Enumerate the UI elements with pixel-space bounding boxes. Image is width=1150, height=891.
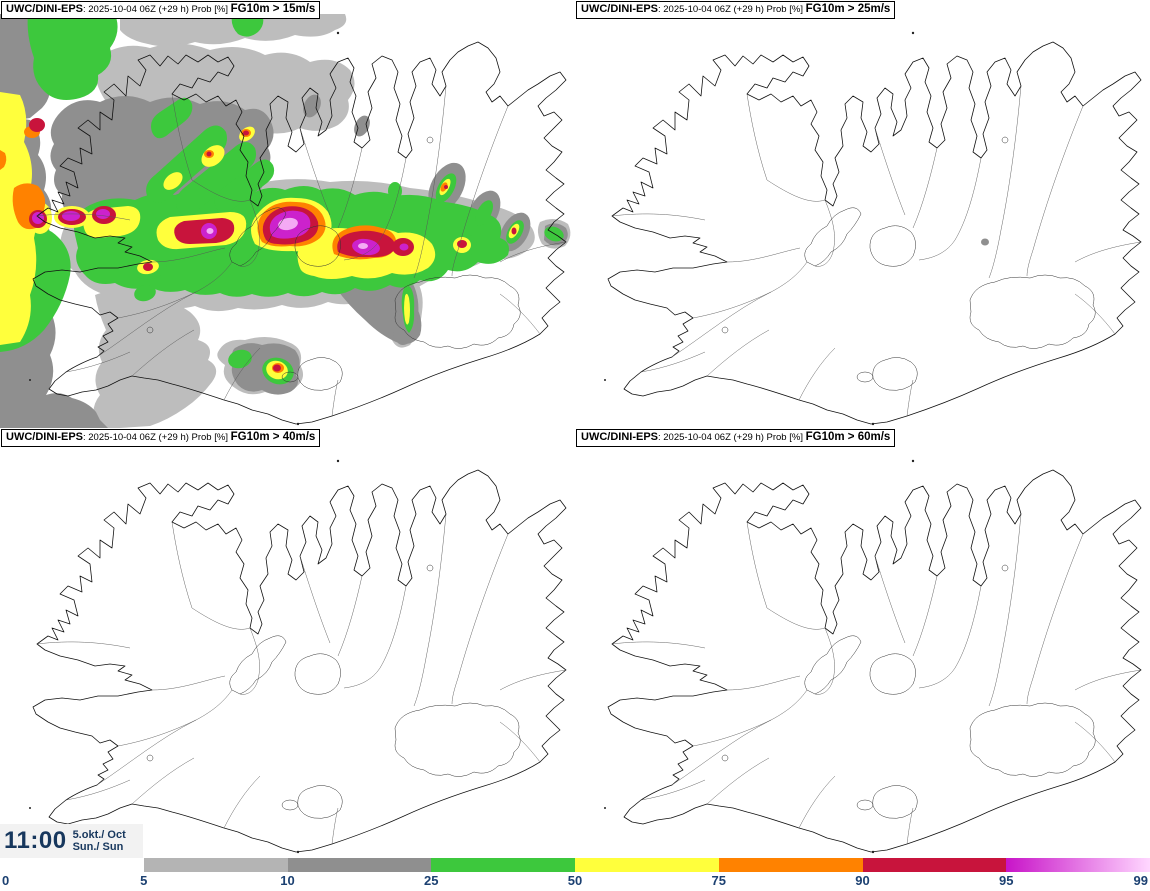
- legend-segment-10-25: [288, 858, 432, 872]
- legend-segment-90-95: [863, 858, 1007, 872]
- run-info: : 2025-10-04 06Z (+29 h) Prob [%]: [83, 4, 231, 15]
- legend-ticks: [0, 872, 1150, 889]
- threshold-label: FG10m > 40m/s: [230, 431, 316, 443]
- legend-tick-label: 5: [140, 873, 148, 888]
- legend-segment-95-99: [1006, 858, 1150, 872]
- panel-title-60ms: [576, 429, 895, 447]
- threshold-label: FG10m > 15m/s: [230, 3, 316, 15]
- panel-fg10m-40ms: [0, 428, 575, 856]
- valid-date-line2: Sun./ Sun: [72, 841, 124, 853]
- run-info: : 2025-10-04 06Z (+29 h) Prob [%]: [658, 4, 806, 15]
- panel-title-40ms: [1, 429, 320, 447]
- legend-tick-label: 10: [280, 873, 295, 888]
- panel-fg10m-15ms: [0, 0, 575, 428]
- legend-segment-50-75: [575, 858, 719, 872]
- model-name: UWC/DINI-EPS: [6, 3, 83, 15]
- legend-colorbar: [0, 858, 1150, 872]
- panel-fg10m-25ms: [575, 0, 1150, 428]
- valid-time-box: [0, 824, 143, 858]
- legend-tick-label: 95: [999, 873, 1014, 888]
- legend-tick-label: 25: [424, 873, 439, 888]
- legend-tick-label: 75: [711, 873, 726, 888]
- legend-tick-label: 90: [855, 873, 870, 888]
- footer: [0, 827, 1150, 891]
- panel-title-15ms: [1, 1, 320, 19]
- run-info: : 2025-10-04 06Z (+29 h) Prob [%]: [658, 432, 806, 443]
- run-info: : 2025-10-04 06Z (+29 h) Prob [%]: [83, 432, 231, 443]
- legend-tick-label: 50: [567, 873, 583, 888]
- legend-segment-0-5: [0, 858, 144, 872]
- legend-segment-25-50: [431, 858, 575, 872]
- threshold-label: FG10m > 25m/s: [805, 3, 891, 15]
- legend-segment-5-10: [144, 858, 288, 872]
- legend-segment-75-90: [719, 858, 863, 872]
- legend-tick-label: 99: [1133, 873, 1148, 888]
- valid-date: [73, 829, 126, 853]
- valid-time: 11:00: [4, 827, 67, 854]
- panel-title-25ms: [576, 1, 895, 19]
- model-name: UWC/DINI-EPS: [581, 3, 658, 15]
- panel-fg10m-60ms: [575, 428, 1150, 856]
- model-name: UWC/DINI-EPS: [6, 431, 83, 443]
- model-name: UWC/DINI-EPS: [581, 431, 658, 443]
- legend-tick-label: 0: [2, 873, 10, 888]
- valid-date-line1: 5.okt./ Oct: [72, 829, 126, 841]
- threshold-label: FG10m > 60m/s: [805, 431, 891, 443]
